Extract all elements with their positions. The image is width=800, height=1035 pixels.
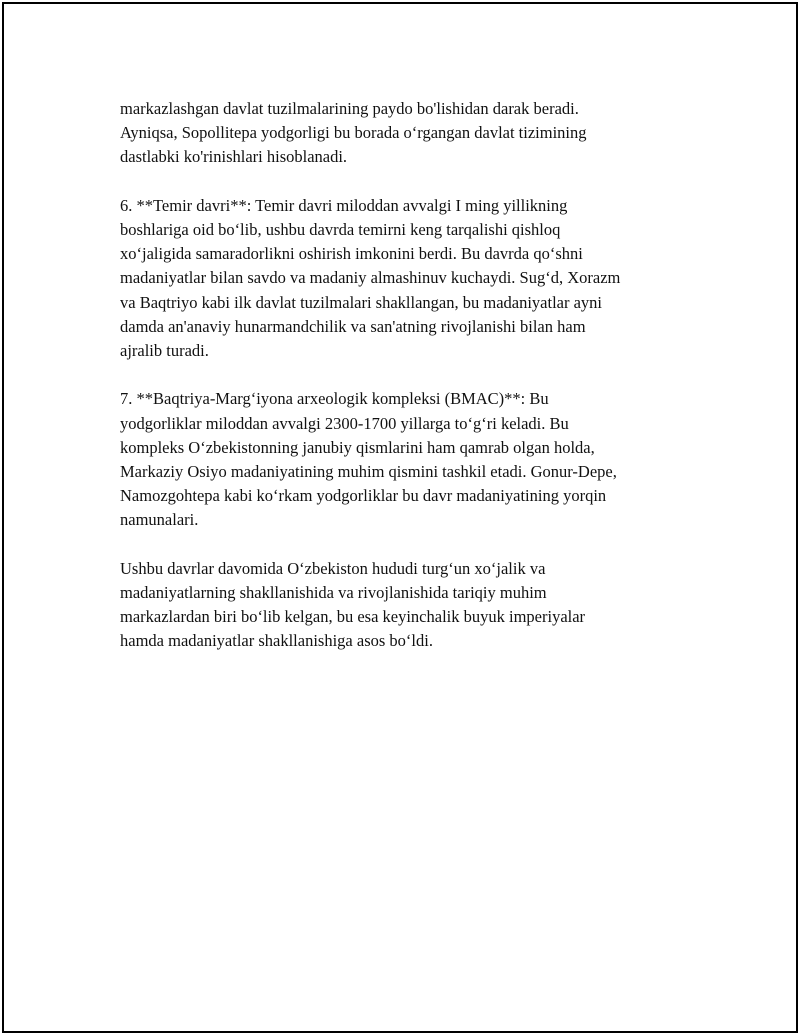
text-line: boshlariga oid bo‘lib, ushbu davrda temirni keng tarqalishi qishloq — [120, 220, 561, 239]
text-line: ajralib turadi. — [120, 341, 209, 361]
paragraph-iron-age — [120, 194, 700, 363]
text-line: madaniyatlarning shakllanishida va rivojlanishida tariqiy muhim — [120, 583, 547, 603]
text-line: Ushbu davrlar davomida O‘zbekiston hududi turg‘un xo‘jalik va — [120, 558, 546, 578]
text-line: madaniyatlar bilan savdo va madaniy almashinuv kuchaydi. Sug‘d, Xorazm — [120, 268, 621, 288]
text-line: markazlashgan davlat tuzilmalarining paydo bo'lishidan darak beradi. — [120, 99, 579, 118]
document-page — [2, 2, 798, 1033]
text-line: va Baqtriyo kabi ilk davlat tuzilmalari shakllangan, bu madaniyatlar ayni — [120, 292, 603, 312]
text-line: damda an'anaviy hunarmandchilik va san'atning rivojlanishi bilan ham — [120, 316, 586, 336]
text-line: hamda madaniyatlar shakllanishiga asos bo‘ldi. — [120, 631, 433, 651]
text-line: Markaziy Osiyo madaniyatining muhim qismini tashkil etadi. Gonur-Depe, — [120, 462, 617, 482]
paragraph-conclusion — [120, 557, 700, 654]
paragraph-intro-continuation — [120, 97, 700, 170]
text-line: Ayniqsa, Sopollitepa yodgorligi bu borada o‘rgangan davlat tizimining — [120, 123, 587, 143]
text-line: xo‘jaligida samaradorlikni oshirish imkonini berdi. Bu davrda qo‘shni — [120, 244, 583, 264]
text-line: dastlabki ko'rinishlari hisoblanadi. — [120, 147, 348, 167]
text-line: markazlardan biri bo‘lib kelgan, bu esa keyinchalik buyuk imperiyalar — [120, 607, 586, 627]
text-line: namunalari. — [120, 510, 199, 530]
document-body — [120, 97, 700, 678]
text-line: 6. **Temir davri**: Temir davri miloddan avvalgi I ming yillikning — [120, 195, 568, 215]
text-line: yodgorliklar miloddan avvalgi 2300-1700 yillarga to‘g‘ri keladi. Bu — [120, 413, 569, 433]
text-line: Namozgohtepa kabi ko‘rkam yodgorliklar bu davr madaniyatining yorqin — [120, 486, 607, 506]
paragraph-bmac — [120, 387, 700, 532]
text-line: 7. **Baqtriya-Marg‘iyona arxeologik kompleksi (BMAC)**: Bu — [120, 389, 549, 409]
text-line: kompleks O‘zbekistonning janubiy qismlarini ham qamrab olgan holda, — [120, 437, 595, 457]
